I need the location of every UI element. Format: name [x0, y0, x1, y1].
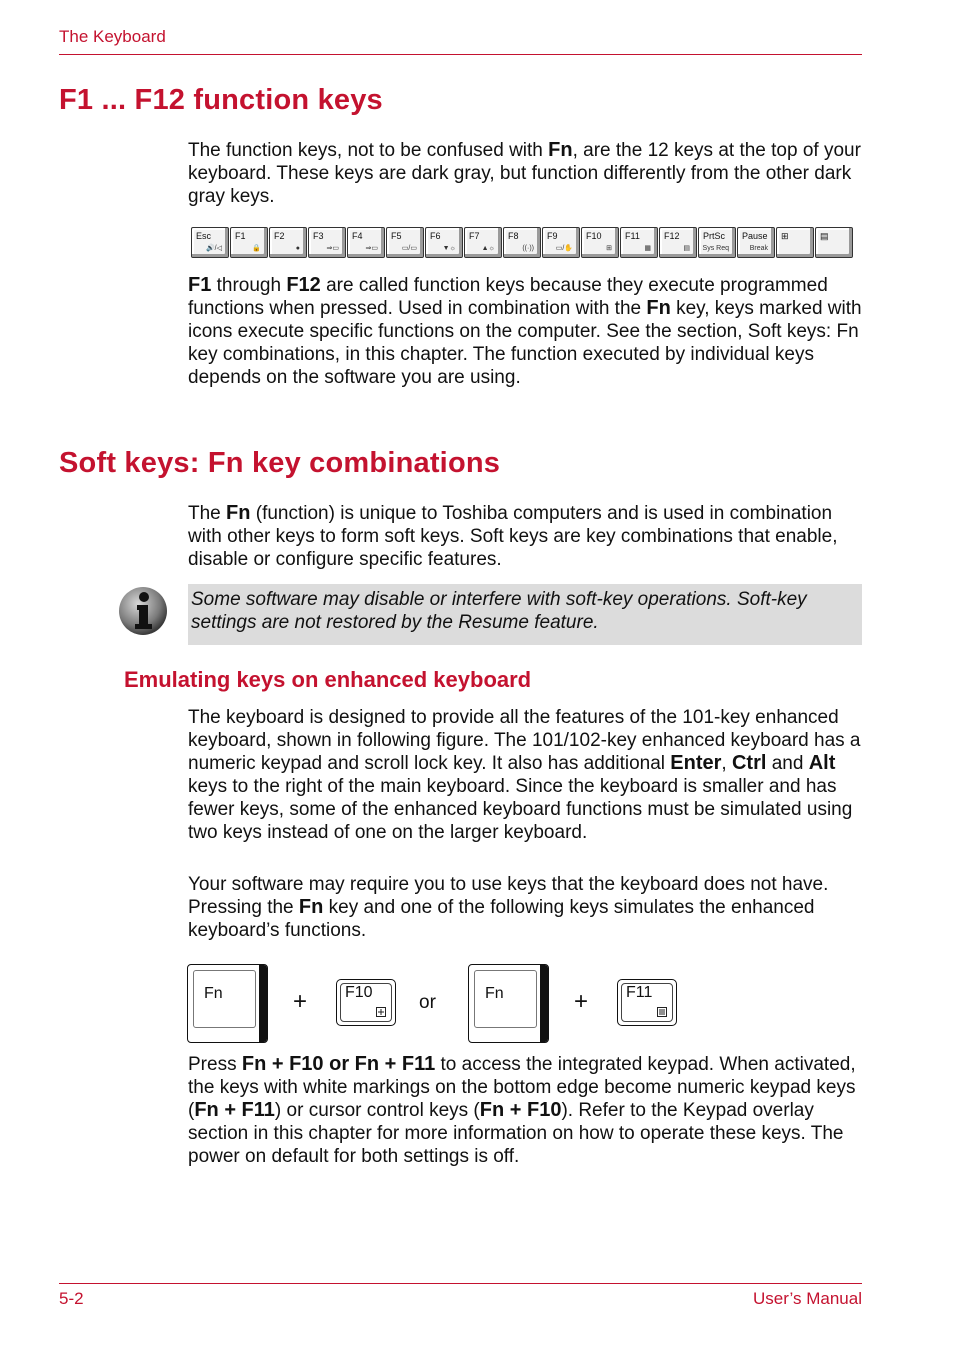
function-key — [659, 227, 697, 258]
function-key — [230, 227, 268, 258]
page-number: 5-2 — [59, 1289, 84, 1308]
function-key — [425, 227, 463, 258]
emulating-keys-paragraph-3: Press Fn + F10 or Fn + F11 to access the integrated keypad. When activated, the keys with white markings on the bottom edge become numeric keypad keys (Fn + F11) or cursor control keys (Fn + F10). Refer to the Keypad overlay section in this chapter for more information on how to operate these keys. The power on default for both settings is off. — [188, 1053, 856, 1167]
header-rule — [59, 54, 862, 55]
heading-soft-keys: Soft keys: Fn key combinations — [59, 447, 501, 479]
f11-key-graphic — [617, 979, 677, 1026]
heading-function-keys: F1 ... F12 function keys — [59, 84, 383, 116]
manual-title: User’s Manual — [753, 1289, 862, 1308]
function-key-label: F12 — [664, 231, 680, 241]
function-key-row-illustration — [191, 227, 853, 258]
function-key-label: F2 — [274, 231, 285, 241]
or-text: or — [419, 992, 436, 1013]
function-key — [581, 227, 619, 258]
fn-key-graphic — [187, 964, 268, 1043]
function-key — [620, 227, 658, 258]
f10-key-graphic — [336, 979, 396, 1026]
function-key-icon: ⇒▭ — [326, 245, 339, 252]
soft-keys-intro: The Fn (function) is unique to Toshiba computers and is used in combination with other keys to form soft keys. Soft keys are key combinations that enable, disable or configure specific features. — [188, 502, 838, 570]
function-key-icon: ▲☼ — [481, 245, 495, 252]
function-key-icon: ▭/▭ — [401, 245, 417, 252]
emulating-keys-paragraph-1: The keyboard is designed to provide all the features of the 101-key enhanced keyboard, shown in following figure. The 101/102-key enhanced keyboard has a numeric keypad and scroll lock key. It also has additional Enter, Ctrl and Alt keys to the right of the main keyboard. Since the keyboard is smaller and has fewer keys, some of the enhanced keyboard functions must be simulated using two keys instead of one on the larger keyboard. — [188, 707, 861, 843]
function-key-icon: Break — [749, 245, 768, 252]
function-key — [737, 227, 775, 258]
function-key-label: Esc — [196, 231, 212, 241]
function-key-icon: 🔒 — [252, 245, 261, 252]
heading-emulating-keys: Emulating keys on enhanced keyboard — [124, 667, 532, 692]
function-key-label: PrtSc — [703, 231, 726, 241]
function-key-icon: ● — [295, 245, 300, 252]
function-key-icon: ((·)) — [522, 245, 534, 252]
footer-rule — [59, 1283, 862, 1284]
function-key-icon: Sys Req — [702, 245, 729, 252]
plus-sign-2: + — [574, 988, 589, 1015]
info-icon — [117, 585, 169, 637]
function-key — [347, 227, 385, 258]
fn-key-label-2: Fn — [485, 985, 504, 1002]
function-key-label: F11 — [625, 231, 640, 241]
function-key — [386, 227, 424, 258]
function-key-label: F3 — [313, 231, 324, 241]
function-key — [503, 227, 541, 258]
function-key-icon: ⇒▭ — [365, 245, 378, 252]
function-key-label: F7 — [469, 231, 480, 241]
function-key — [815, 227, 853, 258]
f10-key-label: F10 — [345, 984, 373, 1001]
function-key-label: ⊞ — [781, 231, 789, 241]
function-key-label: F5 — [391, 231, 402, 241]
function-key-label: F4 — [352, 231, 363, 241]
function-key-icon: ⊞ — [606, 245, 612, 252]
fn-key-label: Fn — [204, 985, 223, 1002]
function-key-label: F10 — [586, 231, 602, 241]
function-keys-body: F1 through F12 are called function keys because they execute programmed functions when pressed. Used in combination with the Fn key, keys marked with icons execute specific functions on the computer. See the section, Soft keys: Fn key combinations, in this chapter. The function executed by individual keys depends on the software you are using. — [188, 274, 862, 388]
function-key-label: ▤ — [820, 231, 829, 241]
note-text: Some software may disable or interfere with soft-key operations. Soft-key settings are not restored by the Resume feature. — [191, 589, 807, 633]
function-key — [698, 227, 736, 258]
plus-sign: + — [293, 988, 308, 1015]
function-key-label: F9 — [547, 231, 558, 241]
function-key — [542, 227, 580, 258]
function-key-icon: ▭/✋ — [555, 245, 573, 252]
function-key-icon: ▼☼ — [442, 245, 456, 252]
function-key — [191, 227, 229, 258]
numeric-keypad-icon — [657, 1007, 667, 1017]
keypad-arrows-icon — [376, 1007, 386, 1017]
function-key — [308, 227, 346, 258]
function-key-icon: 🔊/◁ — [205, 245, 222, 252]
running-header: The Keyboard — [59, 27, 166, 46]
function-key — [269, 227, 307, 258]
function-keys-intro: The function keys, not to be confused with Fn, are the 12 keys at the top of your keyboard. These keys are dark gray, but function differently from the other dark gray keys. — [188, 139, 861, 207]
function-key-label: F6 — [430, 231, 441, 241]
function-key-icon: ▤ — [683, 245, 690, 252]
emulating-keys-paragraph-2: Your software may require you to use keys that the keyboard does not have. Pressing the Fn key and one of the following keys simulates the enhanced keyboard’s functions. — [188, 874, 829, 941]
function-key-label: F1 — [235, 231, 246, 241]
function-key — [464, 227, 502, 258]
function-key-label: Pause — [742, 231, 768, 241]
function-key-icon: ▦ — [644, 245, 651, 252]
fn-key-graphic-2 — [468, 964, 549, 1043]
function-key — [776, 227, 814, 258]
function-key-label: F8 — [508, 231, 519, 241]
f11-key-label: F11 — [626, 984, 653, 1001]
